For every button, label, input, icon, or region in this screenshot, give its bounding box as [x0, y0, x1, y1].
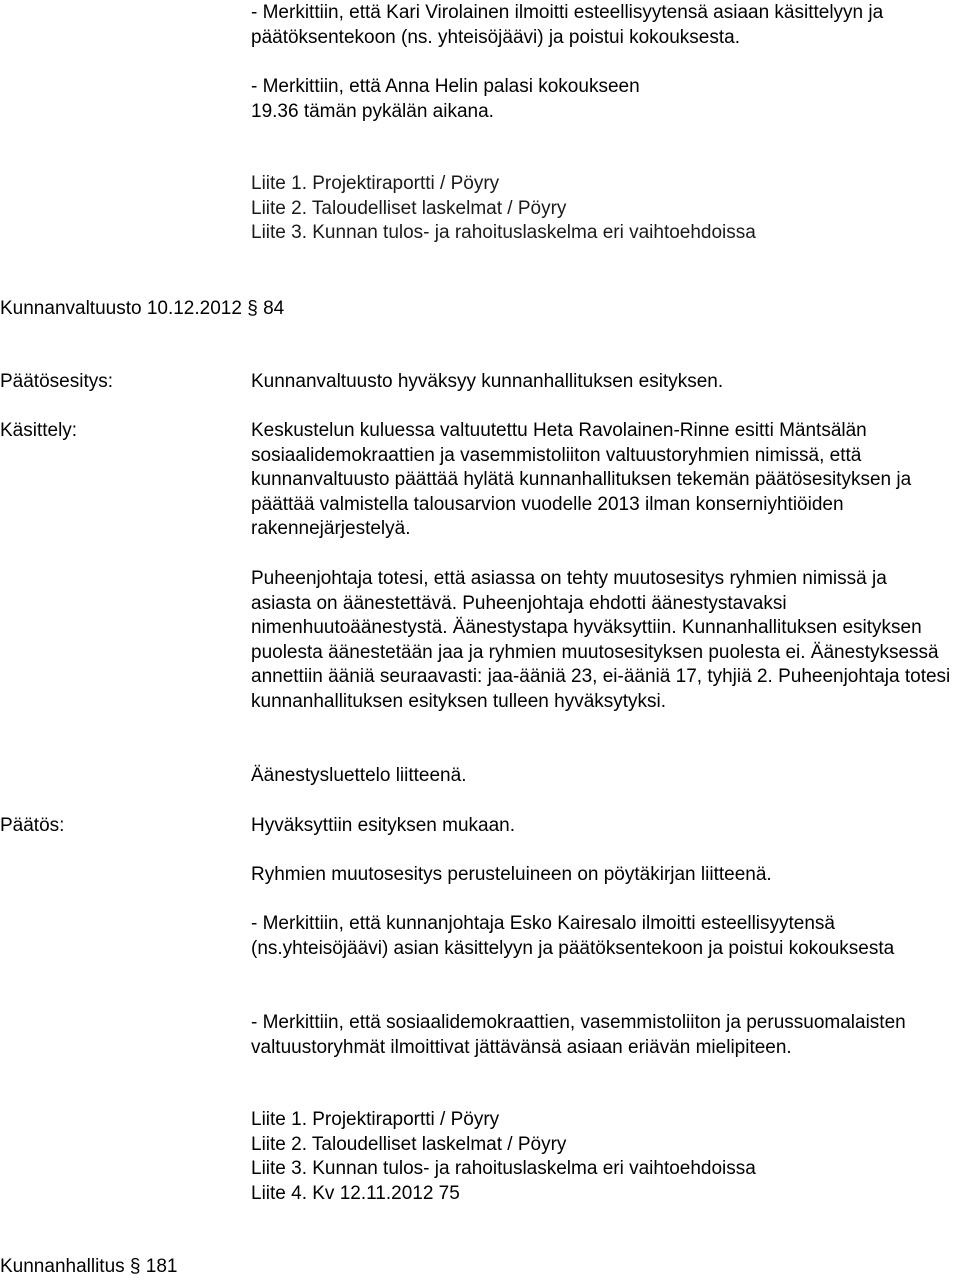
next-section-body: Kunnanhallitus	[0, 1256, 125, 1277]
decision-paragraph-2: Ryhmien muutosesitys perusteluineen on pöytäkirjan liitteenä.	[251, 864, 772, 885]
attachment-item: Liite 2. Taloudelliset laskelmat / Pöyry	[251, 197, 567, 219]
decision-paragraph-1: Hyväksyttiin esityksen mukaan.	[251, 815, 515, 836]
processing-paragraph-1: Keskustelun kuluessa valtuutettu Heta Ravolainen-Rinne esitti Mäntsälän sosiaalidemokraattien ja vasemmistoliiton valtuustoryhmien nimissä, että kunnanvaltuusto päättää hylätä kunnanhallituksen tekemän päätösesityksen ja päättää valmistella talousarvion vuodelle 2013 ilman konserniyhtiöiden rakennejärjestelyä.	[251, 420, 912, 539]
decision-paragraph-3: - Merkittiin, että kunnanjohtaja Esko Kairesalo ilmoitti esteellisyytensä (ns.yhteisöjäävi) asian käsittelyyn ja päätöksentekoon ja poistui kokouksesta	[251, 913, 895, 959]
label-decision: Päätös:	[0, 815, 65, 836]
attachment-item: Liite 1. Projektiraportti / Pöyry	[251, 1109, 500, 1130]
processing-paragraph-3: Äänestysluettelo liitteenä.	[251, 765, 467, 786]
section-heading	[0, 297, 284, 322]
note-helin: - Merkittiin, että Anna Helin palasi kokoukseen 19.36 tämän pykälän aikana.	[251, 76, 640, 122]
section-mark: §	[124, 1256, 146, 1277]
label-processing: Käsittely:	[0, 420, 78, 441]
decision-attachments	[251, 1108, 951, 1206]
attachment-item: Liite 4. Kv 12.11.2012 75	[251, 1182, 460, 1204]
attachment-item: Liite 3. Kunnan tulos- ja rahoituslaskelma eri vaihtoehdoissa	[251, 1158, 756, 1179]
section-number: 84	[263, 298, 285, 319]
decision-paragraph-4: - Merkittiin, että sosiaalidemokraattien, vasemmistoliiton ja perussuomalaisten valtuustoryhmät ilmoittivat jättävänsä asiaan eriävän mielipiteen.	[251, 1012, 906, 1058]
proposal-text: Kunnanvaltuusto hyväksyy kunnanhallituksen esityksen.	[251, 371, 724, 392]
label-proposal: Päätösesitys:	[0, 371, 113, 392]
top-attachments	[251, 172, 951, 246]
attachment-item: Liite 2. Taloudelliset laskelmat / Pöyry	[251, 1133, 567, 1155]
next-section-number: 181	[145, 1256, 178, 1277]
note-virolainen: - Merkittiin, että Kari Virolainen ilmoitti esteellisyytensä asiaan käsittelyyn ja päätöksentekoon (ns. yhteisöjäävi) ja poistui kokouksesta.	[251, 2, 884, 48]
attachment-item: Liite 3. Kunnan tulos- ja rahoituslaskelma eri vaihtoehdoissa	[251, 222, 756, 243]
next-section-heading	[0, 1255, 177, 1280]
section-mark: §	[241, 298, 264, 319]
attachment-item: Liite 1. Projektiraportti / Pöyry	[251, 173, 500, 194]
processing-paragraph-2: Puheenjohtaja totesi, että asiassa on tehty muutosesitys ryhmien nimissä ja asiasta on äänestettävä. Puheenjohtaja ehdotti äänestystavaksi nimenhuutoäänestystä. Äänestystapa hyväksyttiin. Kunnanhallituksen esityksen puolesta äänestetään jaa ja ryhmien muutosesityksen puolesta ei. Äänestyksessä annettiin ääniä seuraavasti: jaa-ääniä 23, ei-ääniä 17, tyhjiä 2. Puheenjohtaja totesi kunnanhallituksen esityksen tulleen hyväksytyksi.	[251, 568, 951, 712]
section-heading-body: Kunnanvaltuusto 10.12.2012	[0, 298, 242, 319]
